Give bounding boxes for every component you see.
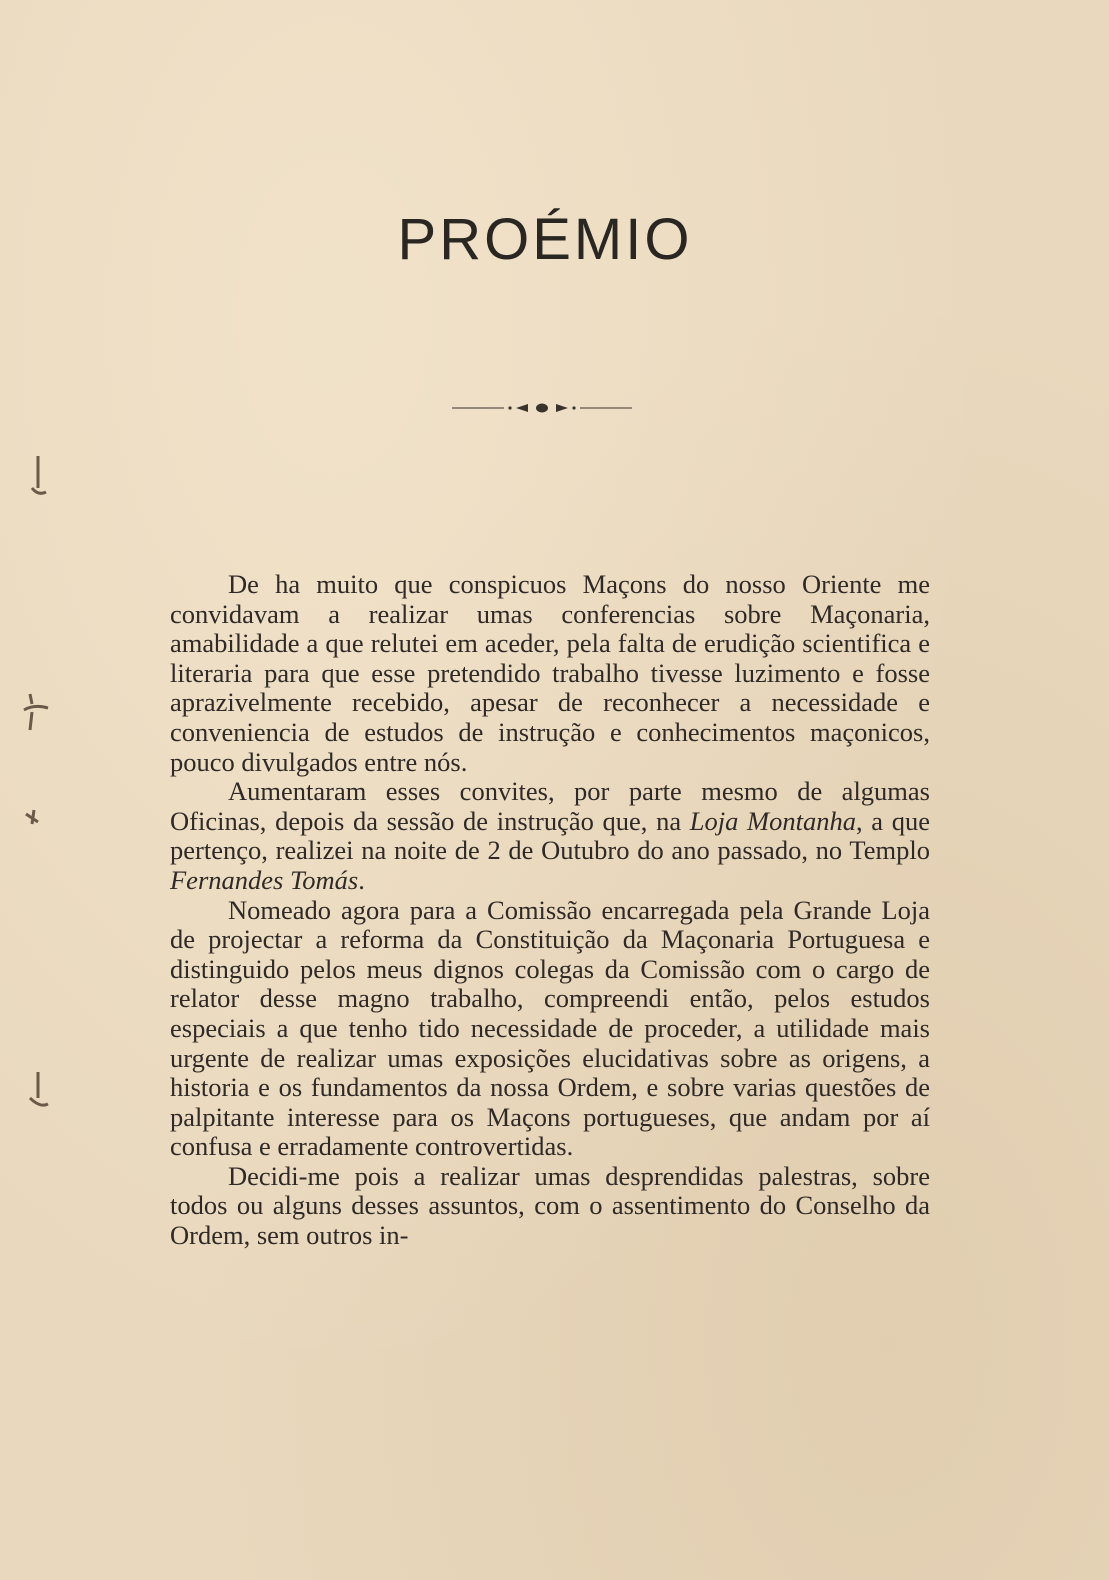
paragraph-3: Nomeado agora para a Comissão encarregada pela Grande Loja de projectar a reforma da Constituição da Maçonaria Portuguesa e distinguido pelos meus dignos colegas da Comissão com o cargo de relator desse magno trabalho, compreendi então, pelos estudos especiais a que tenho tido necessidade de proceder, a utilidade mais urgente de realizar umas exposições elucidativas sobre as origens, a historia e os fundamentos da nossa Ordem, e sobre varias questões de palpitante interesse para os Maçons portugueses, que andam por aí confusa e erradamente controvertidas. xyxy=(170,894,930,1162)
paragraph-2-text-a: Aumentaram esses convites, por parte mesmo de algumas Oficinas, depois da sessão de instrução que, na xyxy=(170,776,930,836)
page-title: PROÉMIO xyxy=(397,207,693,272)
paragraph-4: Decidi-me pois a realizar umas desprendidas palestras, sobre todos ou alguns desses assuntos, com o assentimento do Conselho da Ordem, sem outros in- xyxy=(170,1160,930,1251)
binding-mark-icon xyxy=(18,452,58,502)
loja-montanha: Loja Montanha xyxy=(689,805,856,836)
binding-mark-icon xyxy=(18,800,58,850)
binding-mark-icon xyxy=(18,690,58,740)
ornament-divider-icon xyxy=(452,400,632,416)
templo-fernandes-tomas: Fernandes Tomás xyxy=(170,864,359,895)
paragraph-1: De ha muito que conspicuos Maçons do nosso Oriente me convidavam a realizar umas conferencias sobre Maçonaria, amabilidade a que relutei em aceder, pela falta de erudição scientifica e literaria para que esse pretendido trabalho tivesse luzimento e fosse aprazivelmente recebido, apesar de reconhecer a necessidade e conveniencia de estudos de instrução e conhecimentos maçonicos, pouco divulgados entre nós. xyxy=(170,569,930,777)
paragraph-2-text-c: . xyxy=(358,864,365,895)
paragraph-2-text-b: , a que pertenço, realizei na noite de 2 de Outubro do ano passado, no Templo xyxy=(170,805,931,866)
binding-mark-icon xyxy=(18,1068,58,1118)
body-text xyxy=(170,570,930,1251)
paragraph-2 xyxy=(170,777,930,895)
